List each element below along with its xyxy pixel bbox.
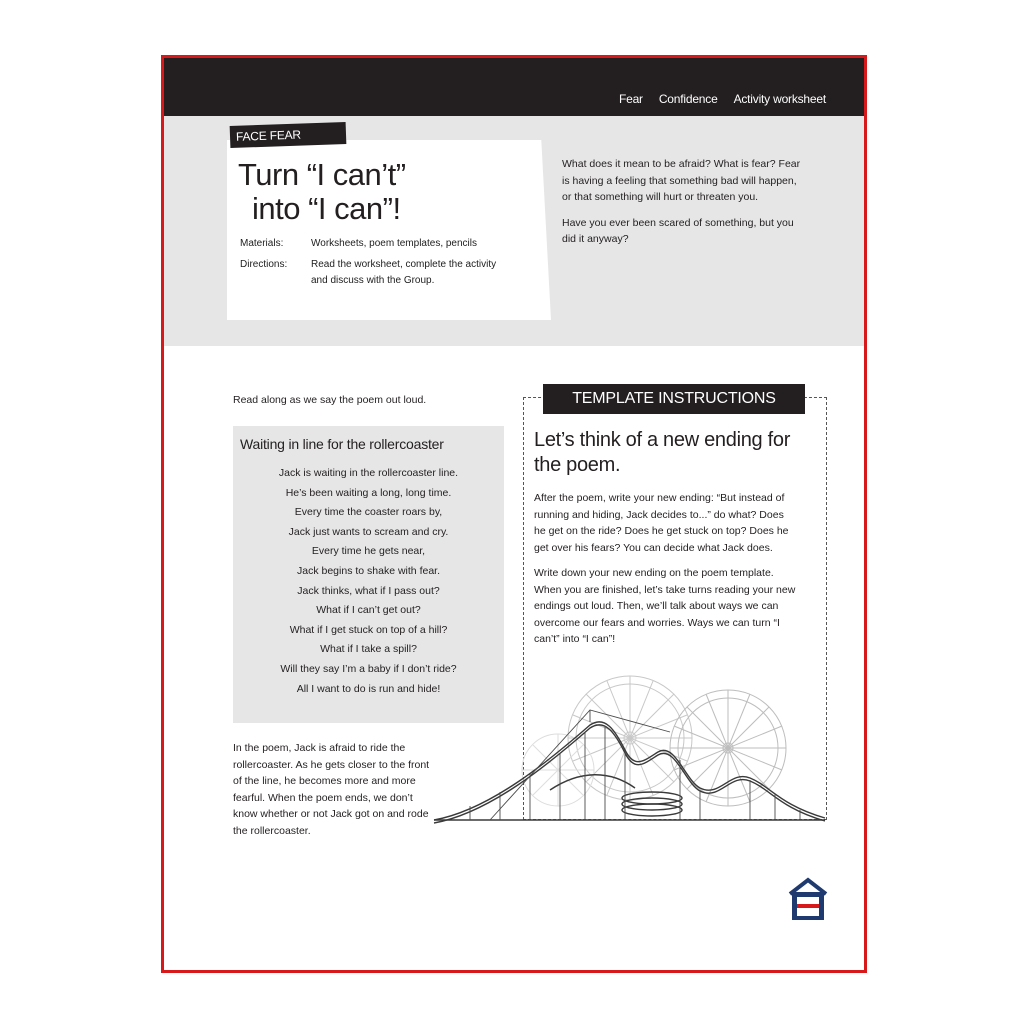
poem-line: Jack thinks, what if I pass out? <box>297 584 440 597</box>
poem-line: Jack is waiting in the rollercoaster line. <box>278 467 459 479</box>
section-tag: FACE FEAR <box>230 122 347 148</box>
poem-explanation: In the poem, Jack is afraid to ride the rollercoaster. As he gets closer to the front of the line, he becomes more and more fearful. When the poem ends, we don’t know whether or not Jack got on and rode the rollercoaster. <box>233 742 430 837</box>
page-title-line2: into “I can”! <box>252 191 401 226</box>
fear-intro-paragraph-2: Have you ever been scared of something, but you did it anyway? <box>562 216 794 245</box>
template-instructions-header: TEMPLATE INSTRUCTIONS <box>543 384 805 414</box>
poem-line: He’s been waiting a long, long time. <box>285 486 452 499</box>
template-body <box>534 490 796 657</box>
template-heading: Let’s think of a new ending for the poem. <box>534 429 791 476</box>
materials-value: Worksheets, poem templates, pencils <box>311 238 478 249</box>
fear-intro-text <box>562 156 802 257</box>
poem-title: Waiting in line for the rollercoaster <box>240 436 444 452</box>
poem-line: What if I get stuck on top of a hill? <box>289 623 448 636</box>
fear-intro-paragraph-1: What does it mean to be afraid? What is fear? Fear is having a feeling that something bad will happen, or that something will hurt or threaten you. <box>562 158 801 203</box>
poem-line: All I want to do is run and hide! <box>296 682 441 695</box>
template-paragraph-2: Write down your new ending on the poem template. When you are finished, let’s take turns reading your new endings out loud. Then, we’ll talk about ways we can overcome our fears and worries. Ways we can turn “I can’t” into “I can”! <box>534 567 796 645</box>
poem-line: Every time he gets near, <box>311 545 426 558</box>
template-paragraph-1: After the poem, write your new ending: “But instead of running and hiding, Jack decides to...” do what? Does he get on the ride? Does he get stuck on top? Does he get over his fears? You can decide what Jack does. <box>534 492 789 554</box>
directions-label: Directions: <box>240 259 288 270</box>
nav-link-fear[interactable]: Fear <box>618 92 643 106</box>
rollercoaster-ferris-wheel-illustration <box>430 670 828 825</box>
page-title <box>238 158 538 226</box>
poem-line: Every time the coaster roars by, <box>294 506 443 519</box>
poem-lines <box>233 464 504 699</box>
materials-label: Materials: <box>240 238 284 249</box>
poem-line: What if I can’t get out? <box>316 604 421 617</box>
ferris-wheel-large-icon <box>568 676 692 800</box>
house-logo-icon <box>786 876 830 922</box>
poem-line: Jack begins to shake with fear. <box>297 564 440 577</box>
nav-link-confidence[interactable]: Confidence <box>658 92 718 106</box>
page-title-line1: Turn “I can’t” <box>238 157 406 192</box>
poem-line: What if I take a spill? <box>320 643 417 656</box>
poem-line: Jack just wants to scream and cry. <box>288 525 449 538</box>
top-nav-bar <box>164 58 864 116</box>
directions-value: Read the worksheet, complete the activity and discuss with the Group. <box>311 259 497 286</box>
nav-link-activity-worksheet[interactable]: Activity worksheet <box>733 92 826 106</box>
nav-links <box>619 92 826 106</box>
poem-intro-line: Read along as we say the poem out loud. <box>233 394 427 406</box>
poem-line: Will they say I’m a baby if I don’t ride? <box>280 662 457 675</box>
